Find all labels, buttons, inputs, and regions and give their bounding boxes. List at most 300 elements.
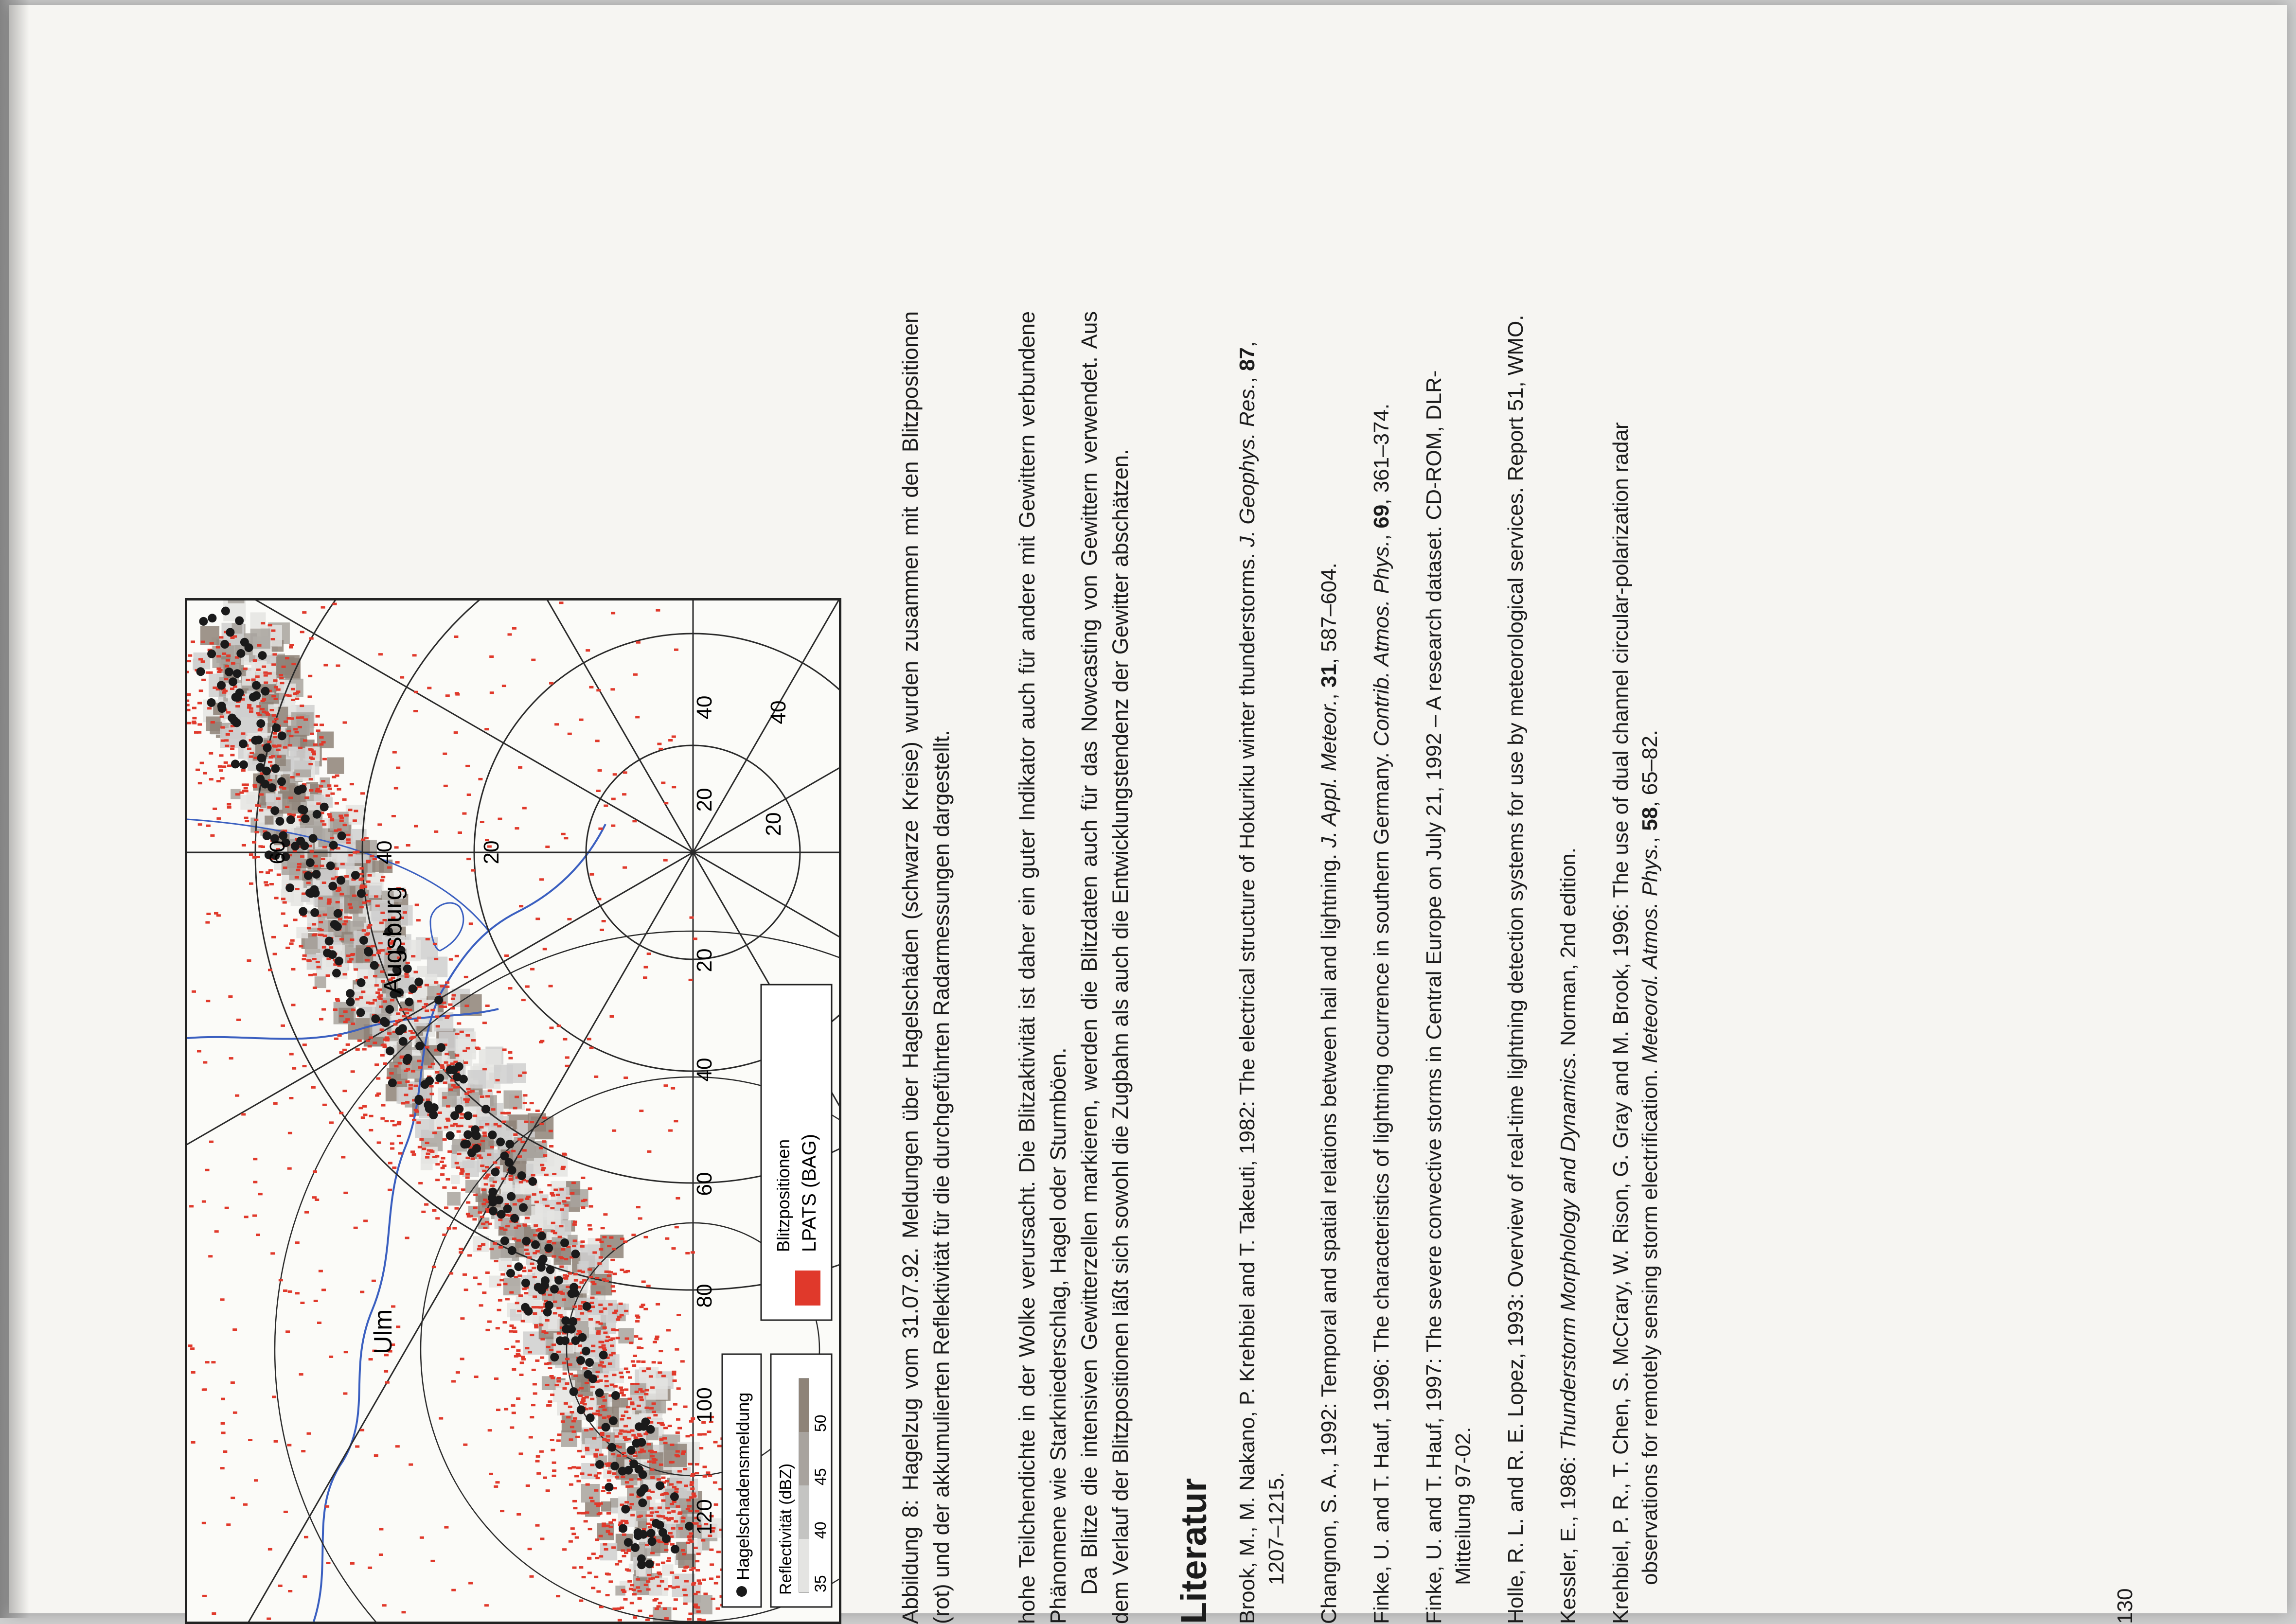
lightning-mark bbox=[657, 1478, 661, 1481]
lightning-mark bbox=[671, 1510, 676, 1513]
lightning-mark bbox=[596, 1371, 600, 1373]
reference-item: Krehbiel, P. R., T. Chen, S. McCrary, W. Rison, G. Gray and M. Brook, 1996: The use of dual channel circular-polarization radar observations for remotely sensing storm electrification. Meteorol. Atmos. Phys., 58, 65–82. bbox=[1609, 422, 1662, 1624]
lightning-mark bbox=[300, 716, 304, 719]
lightning-mark bbox=[291, 968, 295, 971]
lightning-mark bbox=[271, 755, 275, 758]
lightning-mark bbox=[664, 1617, 669, 1620]
lightning-mark bbox=[467, 794, 471, 796]
lightning-mark bbox=[253, 1181, 257, 1183]
hail-report-dot bbox=[500, 1151, 509, 1160]
hail-report-dot bbox=[631, 1543, 640, 1552]
lightning-mark bbox=[209, 752, 213, 755]
lightning-mark bbox=[675, 1488, 679, 1490]
lightning-mark bbox=[653, 1414, 658, 1416]
lightning-mark bbox=[227, 764, 231, 767]
lightning-mark bbox=[503, 1283, 508, 1285]
lightning-mark bbox=[221, 1431, 226, 1434]
lightning-mark bbox=[588, 1318, 593, 1321]
lightning-mark bbox=[397, 1081, 402, 1084]
lightning-mark bbox=[541, 1167, 546, 1169]
lightning-mark bbox=[543, 1477, 547, 1479]
lightning-mark bbox=[447, 1150, 452, 1153]
lightning-mark bbox=[636, 1578, 640, 1581]
lightning-mark bbox=[210, 642, 214, 645]
lightning-mark bbox=[512, 1327, 516, 1329]
hail-report-dot bbox=[261, 687, 270, 696]
lightning-mark bbox=[437, 1127, 442, 1129]
lightning-mark bbox=[578, 1305, 582, 1307]
lightning-mark bbox=[638, 1610, 642, 1612]
lightning-mark bbox=[267, 806, 271, 809]
lightning-mark bbox=[198, 658, 203, 660]
lightning-mark bbox=[556, 1202, 561, 1204]
lightning-mark bbox=[223, 1450, 227, 1453]
lightning-mark bbox=[618, 1560, 622, 1563]
radar-cell bbox=[618, 1328, 634, 1343]
lightning-mark bbox=[530, 1121, 534, 1123]
lightning-mark bbox=[308, 763, 313, 765]
lightning-mark bbox=[373, 975, 377, 977]
legend-lightning-line2: LPATS (BAG) bbox=[799, 1133, 820, 1252]
lightning-mark bbox=[396, 767, 400, 769]
lightning-mark bbox=[343, 1393, 347, 1395]
lightning-mark bbox=[200, 762, 204, 764]
lightning-mark bbox=[230, 688, 234, 690]
lightning-mark bbox=[710, 1563, 714, 1566]
lightning-mark bbox=[576, 1480, 581, 1483]
lightning-mark bbox=[258, 1193, 263, 1195]
lightning-mark bbox=[550, 1439, 554, 1441]
lightning-mark bbox=[435, 1015, 439, 1018]
lightning-mark bbox=[624, 1368, 628, 1370]
hail-report-dot bbox=[285, 883, 294, 892]
lightning-mark bbox=[377, 1142, 381, 1144]
hail-report-dot bbox=[528, 1177, 537, 1186]
lightning-mark bbox=[574, 1279, 578, 1282]
lightning-mark bbox=[319, 785, 323, 788]
lightning-mark bbox=[243, 668, 248, 670]
lightning-mark bbox=[449, 1272, 453, 1275]
lightning-mark bbox=[638, 1597, 642, 1600]
lightning-mark bbox=[524, 1249, 529, 1251]
hail-report-dot bbox=[226, 628, 234, 637]
lightning-mark bbox=[498, 1299, 502, 1302]
lightning-mark bbox=[224, 678, 228, 680]
lightning-mark bbox=[339, 817, 344, 819]
lightning-mark bbox=[533, 1383, 537, 1385]
lightning-mark bbox=[659, 748, 663, 750]
lightning-mark bbox=[554, 1384, 559, 1386]
lightning-mark bbox=[550, 1026, 554, 1029]
lightning-mark bbox=[554, 723, 559, 725]
lightning-mark bbox=[604, 1548, 608, 1551]
lightning-mark bbox=[359, 906, 364, 908]
lightning-mark bbox=[482, 1131, 487, 1134]
lightning-mark bbox=[520, 1361, 524, 1364]
lightning-mark bbox=[289, 646, 293, 649]
lightning-mark bbox=[456, 1166, 460, 1169]
radar-cell bbox=[265, 816, 273, 825]
lightning-mark bbox=[391, 1306, 395, 1308]
lightning-mark bbox=[285, 947, 290, 949]
lightning-mark bbox=[356, 850, 360, 853]
lightning-mark bbox=[253, 659, 257, 662]
lightning-mark bbox=[646, 1515, 650, 1517]
lightning-mark bbox=[313, 743, 318, 746]
lightning-mark bbox=[590, 1464, 594, 1466]
hail-report-dot bbox=[546, 1265, 555, 1274]
lightning-mark bbox=[299, 945, 303, 948]
lightning-mark bbox=[320, 820, 324, 822]
lightning-mark bbox=[343, 824, 347, 826]
lightning-mark bbox=[467, 1215, 471, 1218]
reference-item: Brook, M., M. Nakano, P. Krehbiel and T. Takeuti, 1982: The electrical structure of Hokuriku winter thunderstorms. J. Geophys. Res., 87, 1207–1215. bbox=[1235, 341, 1288, 1624]
hail-report-dot bbox=[544, 1244, 553, 1253]
lightning-mark bbox=[241, 769, 246, 772]
lightning-mark bbox=[664, 1588, 669, 1590]
lightning-mark bbox=[319, 1270, 323, 1272]
lightning-mark bbox=[675, 1576, 679, 1579]
lightning-mark bbox=[578, 1307, 583, 1310]
lightning-mark bbox=[350, 783, 354, 785]
lightning-mark bbox=[279, 1279, 283, 1281]
lightning-mark bbox=[535, 1460, 540, 1463]
lightning-mark bbox=[291, 663, 296, 665]
hail-report-dot bbox=[450, 1111, 459, 1120]
lightning-mark bbox=[490, 1248, 494, 1250]
lightning-mark bbox=[214, 1230, 219, 1233]
lightning-mark bbox=[516, 1225, 521, 1227]
lightning-mark bbox=[488, 1429, 492, 1431]
lightning-mark bbox=[313, 973, 317, 976]
lightning-mark bbox=[695, 1569, 700, 1571]
lightning-mark bbox=[480, 1216, 484, 1218]
lightning-mark bbox=[192, 722, 196, 724]
lightning-mark bbox=[569, 1483, 573, 1486]
lightning-mark bbox=[316, 961, 320, 963]
lightning-mark bbox=[469, 922, 473, 925]
lightning-mark bbox=[378, 653, 383, 655]
lightning-mark bbox=[398, 1062, 402, 1064]
lightning-mark bbox=[279, 674, 283, 676]
lightning-mark bbox=[427, 687, 431, 689]
lightning-mark bbox=[188, 654, 192, 657]
lightning-mark bbox=[548, 1294, 552, 1296]
lightning-mark bbox=[320, 736, 324, 739]
lightning-mark bbox=[552, 1242, 556, 1244]
lightning-mark bbox=[295, 1292, 300, 1294]
lightning-mark bbox=[596, 1291, 601, 1294]
lightning-mark bbox=[570, 1426, 574, 1428]
lightning-mark bbox=[605, 1525, 610, 1527]
lightning-mark bbox=[608, 1362, 612, 1365]
lightning-mark bbox=[612, 1519, 616, 1521]
lightning-mark bbox=[579, 719, 584, 721]
lightning-mark bbox=[287, 1167, 292, 1170]
lightning-mark bbox=[564, 1204, 569, 1207]
lightning-mark bbox=[611, 1453, 615, 1455]
lightning-mark bbox=[206, 1000, 210, 1002]
lightning-mark bbox=[589, 1205, 593, 1208]
lightning-mark bbox=[353, 819, 357, 822]
lightning-mark bbox=[392, 1124, 397, 1127]
figure-hail-lightning-map bbox=[185, 598, 841, 1624]
hail-report-dot bbox=[409, 984, 417, 993]
lightning-mark bbox=[409, 1030, 413, 1032]
lightning-mark bbox=[513, 1107, 517, 1109]
lightning-mark bbox=[565, 1358, 570, 1360]
lightning-mark bbox=[308, 695, 312, 698]
lightning-mark bbox=[644, 966, 648, 969]
hail-report-dot bbox=[595, 1460, 604, 1469]
lightning-mark bbox=[422, 1147, 426, 1150]
lightning-mark bbox=[272, 721, 277, 723]
lightning-mark bbox=[533, 1312, 537, 1315]
lightning-mark bbox=[600, 929, 604, 931]
lightning-mark bbox=[216, 655, 221, 657]
lightning-mark bbox=[496, 1327, 500, 1329]
hail-report-dot bbox=[225, 668, 233, 676]
lightning-mark bbox=[653, 1341, 657, 1343]
lightning-mark bbox=[556, 1351, 561, 1353]
hail-report-dot bbox=[272, 724, 281, 732]
lightning-mark bbox=[631, 1234, 636, 1236]
hail-report-dot bbox=[299, 907, 307, 916]
lightning-mark bbox=[694, 1593, 698, 1595]
lightning-mark bbox=[510, 1427, 514, 1429]
lightning-mark bbox=[303, 954, 307, 957]
lightning-mark bbox=[405, 1080, 409, 1083]
lightning-mark bbox=[627, 1417, 631, 1419]
lightning-mark bbox=[338, 918, 342, 920]
reference-item: Changnon, S. A., 1992: Temporal and spatial relations between hail and lightning. J. Appl. Meteor., 31, 587–604. bbox=[1317, 563, 1341, 1624]
radar-cell bbox=[618, 1304, 629, 1315]
lightning-mark bbox=[608, 1533, 613, 1536]
lightning-mark bbox=[187, 709, 191, 711]
lightning-mark bbox=[213, 808, 217, 810]
lightning-mark bbox=[652, 1361, 656, 1363]
lightning-mark bbox=[540, 1537, 544, 1540]
lightning-mark bbox=[570, 1192, 574, 1195]
lightning-mark bbox=[519, 1181, 523, 1183]
lightning-mark bbox=[581, 1240, 585, 1243]
lightning-mark bbox=[314, 724, 318, 726]
hail-report-dot bbox=[414, 978, 423, 987]
lightning-mark bbox=[556, 1595, 560, 1597]
lightning-mark bbox=[543, 1154, 547, 1157]
lightning-mark bbox=[273, 732, 277, 735]
hail-report-dot bbox=[236, 649, 245, 658]
lightning-mark bbox=[313, 934, 318, 936]
lightning-mark bbox=[552, 1462, 556, 1464]
lightning-mark bbox=[455, 693, 460, 696]
lightning-mark bbox=[585, 1447, 589, 1449]
lightning-mark bbox=[593, 1453, 598, 1456]
lightning-mark bbox=[471, 1039, 476, 1041]
hail-report-dot bbox=[335, 957, 343, 966]
lightning-mark bbox=[320, 724, 324, 726]
radar-cell bbox=[442, 1092, 457, 1107]
lightning-mark bbox=[225, 745, 229, 747]
lightning-mark bbox=[587, 1038, 591, 1041]
lightning-mark bbox=[336, 901, 340, 903]
lightning-mark bbox=[550, 1394, 554, 1396]
lightning-mark bbox=[623, 1430, 627, 1433]
lightning-mark bbox=[326, 990, 331, 992]
lightning-mark bbox=[600, 1361, 604, 1364]
hail-report-dot bbox=[381, 1018, 390, 1027]
lightning-mark bbox=[290, 717, 294, 720]
lightning-mark bbox=[420, 1536, 424, 1539]
lightning-mark bbox=[402, 1015, 407, 1017]
hail-report-dot bbox=[570, 1387, 578, 1396]
hail-report-dot bbox=[656, 1481, 664, 1490]
lightning-mark bbox=[621, 1549, 625, 1552]
lightning-mark bbox=[354, 1227, 358, 1229]
lightning-mark bbox=[312, 1196, 317, 1199]
lightning-mark bbox=[657, 1422, 661, 1424]
legend-reflectivity-title: Reflectivität (dBZ) bbox=[777, 1463, 795, 1595]
lightning-mark bbox=[295, 888, 300, 890]
lightning-mark bbox=[627, 1549, 631, 1551]
lightning-mark bbox=[460, 1358, 464, 1360]
lightning-mark bbox=[249, 710, 253, 713]
lightning-mark bbox=[485, 1123, 489, 1126]
lightning-mark bbox=[465, 1100, 469, 1103]
lightning-mark bbox=[296, 869, 301, 871]
lightning-mark bbox=[580, 1245, 585, 1248]
lightning-mark bbox=[575, 1536, 579, 1539]
lightning-mark bbox=[359, 886, 364, 889]
lightning-mark bbox=[571, 1533, 576, 1535]
lightning-mark bbox=[563, 1038, 567, 1041]
lightning-mark bbox=[444, 1126, 448, 1129]
lightning-mark bbox=[478, 1283, 482, 1285]
lightning-mark bbox=[597, 1472, 602, 1474]
lightning-mark bbox=[643, 1308, 648, 1310]
lightning-mark bbox=[451, 1084, 456, 1087]
lightning-mark bbox=[552, 1173, 556, 1175]
lightning-mark bbox=[611, 798, 616, 800]
lightning-mark bbox=[605, 1340, 609, 1342]
lightning-mark bbox=[642, 1370, 646, 1372]
lightning-mark bbox=[688, 1538, 692, 1541]
lightning-mark bbox=[187, 693, 191, 696]
lightning-mark bbox=[694, 1547, 698, 1549]
hail-report-dot bbox=[524, 1307, 533, 1316]
lightning-mark bbox=[374, 895, 378, 898]
lightning-mark bbox=[467, 1254, 472, 1257]
lightning-mark bbox=[570, 1527, 575, 1530]
lightning-mark bbox=[452, 1186, 457, 1189]
lightning-mark bbox=[595, 1557, 599, 1559]
lightning-mark bbox=[560, 1208, 564, 1211]
lightning-mark bbox=[665, 1480, 669, 1483]
lightning-mark bbox=[530, 968, 534, 971]
lightning-mark bbox=[605, 1463, 609, 1465]
lightning-mark bbox=[611, 825, 615, 827]
lightning-mark bbox=[343, 1010, 348, 1013]
lightning-mark bbox=[666, 1560, 671, 1562]
lightning-mark bbox=[552, 1343, 556, 1346]
lightning-mark bbox=[513, 1330, 517, 1333]
lightning-mark bbox=[346, 1043, 350, 1046]
lightning-mark bbox=[687, 1618, 692, 1621]
radar-cell bbox=[504, 1091, 522, 1109]
hail-report-dot bbox=[208, 614, 216, 622]
lightning-mark bbox=[306, 882, 311, 884]
hail-report-dot bbox=[252, 681, 261, 690]
lightning-mark bbox=[257, 644, 262, 647]
lightning-mark bbox=[376, 1093, 381, 1095]
lightning-mark bbox=[399, 1008, 404, 1011]
hail-report-dot bbox=[221, 607, 230, 616]
lightning-mark bbox=[189, 1205, 194, 1207]
lightning-mark bbox=[424, 1203, 428, 1206]
lightning-mark bbox=[482, 1022, 487, 1024]
lightning-mark bbox=[507, 1265, 512, 1267]
lightning-mark bbox=[489, 655, 494, 658]
hail-report-dot bbox=[632, 1439, 641, 1447]
lightning-mark bbox=[618, 1446, 622, 1448]
lightning-mark bbox=[334, 785, 338, 787]
lightning-mark bbox=[585, 1382, 589, 1384]
lightning-mark bbox=[505, 1298, 510, 1300]
lightning-mark bbox=[284, 721, 288, 723]
lightning-mark bbox=[639, 1515, 643, 1517]
lightning-mark bbox=[516, 1349, 520, 1352]
lightning-mark bbox=[259, 794, 264, 796]
hail-report-dot bbox=[652, 1519, 660, 1528]
lightning-mark bbox=[682, 1553, 686, 1555]
lightning-mark bbox=[442, 1186, 446, 1189]
lightning-mark bbox=[494, 1485, 498, 1488]
lightning-mark bbox=[589, 1276, 593, 1278]
lightning-mark bbox=[379, 1006, 383, 1008]
lightning-mark bbox=[444, 1206, 448, 1209]
hail-report-dot bbox=[560, 1238, 569, 1247]
lightning-mark bbox=[363, 1113, 368, 1116]
lightning-mark bbox=[284, 1511, 288, 1513]
lightning-mark bbox=[256, 669, 261, 671]
lightning-mark bbox=[325, 1505, 329, 1508]
lightning-mark bbox=[302, 611, 306, 614]
hail-report-dot bbox=[459, 1075, 468, 1083]
lightning-mark bbox=[672, 1371, 676, 1373]
lightning-mark bbox=[342, 798, 347, 801]
lightning-mark bbox=[563, 1387, 567, 1390]
lightning-mark bbox=[686, 1435, 690, 1437]
lightning-mark bbox=[455, 1086, 460, 1088]
lightning-mark bbox=[498, 1246, 503, 1249]
lightning-mark bbox=[665, 1237, 669, 1240]
lightning-mark bbox=[635, 1391, 639, 1393]
hail-report-dot bbox=[510, 1214, 519, 1223]
lightning-mark bbox=[351, 953, 355, 955]
lightning-mark bbox=[300, 631, 304, 633]
lightning-mark bbox=[281, 1024, 285, 1027]
lightning-mark bbox=[224, 739, 229, 741]
lightning-mark bbox=[626, 1406, 630, 1408]
lightning-mark bbox=[623, 1240, 627, 1243]
lightning-mark bbox=[321, 606, 325, 609]
lightning-mark bbox=[411, 955, 415, 957]
lightning-mark bbox=[394, 1065, 399, 1067]
lightning-mark bbox=[361, 1116, 365, 1119]
lightning-mark bbox=[515, 1096, 519, 1098]
lightning-mark bbox=[572, 1245, 576, 1247]
lightning-mark bbox=[514, 1276, 518, 1278]
